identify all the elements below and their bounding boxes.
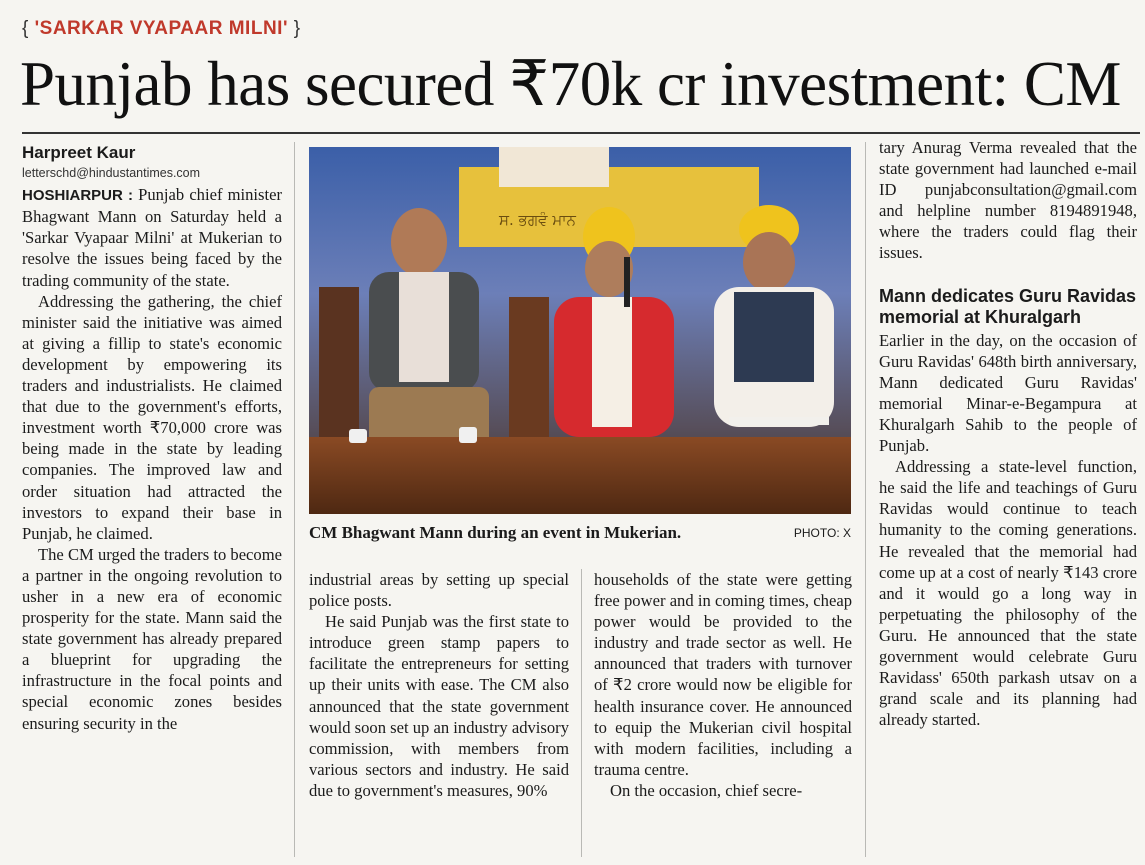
paragraph: He said Punjab was the first state to introduce green stamp papers to facilitate the entrepreneurs for setting up their units with ease. The CM also announced that the state government would soon set up an industry advisory commission, with members from various sectors and industry. He said due to government's measures, 90%: [309, 612, 569, 800]
paragraph-text: Punjab chief minister Bhagwant Mann on Saturday held a 'Sarkar Vyapaar Milni' at Mukerian to resolve the issues being faced by the trading community of the state.: [22, 185, 282, 290]
paragraph: households of the state were getting free power and in coming times, cheap power would be provided to the industry and trade sector as well. He announced that traders with turnover of ₹2 crore would now be eligible for health insurance cover. He announced to equip the Mukerian civil hospital with modern facilities, including a trauma centre.: [594, 570, 852, 779]
column-divider: [865, 142, 866, 857]
column-2: [309, 569, 569, 801]
column-1: [22, 142, 282, 734]
paragraph: The CM urged the traders to become a partner in the ongoing revolution to usher in a new era of economic prosperity for the state. Mann said the state government has already prepared a blueprint for upgrading the infrastructure in the focal points and special economic zones besides ensuring security in the: [22, 544, 282, 733]
paragraph: Earlier in the day, on the occasion of Guru Ravidas' 648th birth anniversary, Mann dedicated Guru Ravidas' memorial Minar-e-Begampura at Khuralgarh Sahib to the people of Punjab.: [879, 330, 1137, 456]
headline: Punjab has secured ₹70k cr investment: CM: [20, 49, 1121, 119]
paragraph: Addressing the gathering, the chief minister said the initiative was aimed at giving a fillip to state's economic development by empowering its traders and industrialists. He claimed that due to the government's efforts, investment worth ₹70,000 crore was being made in the state by leading companies. The improved law and order situation had attracted the investors to expand their base in Punjab, he claimed.: [22, 291, 282, 543]
paragraph: [22, 184, 282, 290]
byline-email[interactable]: letterschd@hindustantimes.com: [22, 166, 201, 181]
banner-text: ਸ. ਭਗਵੰ ਮਾਨ: [499, 211, 576, 229]
section-kicker: { 'SARKAR VYAPAAR MILNI' }: [22, 18, 301, 39]
caption-text: CM Bhagwant Mann during an event in Mukerian.: [309, 523, 682, 542]
subheading: Mann dedicates Guru Ravidas memorial at Khuralgarh: [879, 285, 1137, 327]
paragraph: industrial areas by setting up special police posts.: [309, 570, 569, 611]
kicker-text: 'SARKAR VYAPAAR MILNI': [34, 18, 288, 39]
headline-rule: [22, 132, 1140, 134]
photo-caption: [309, 523, 851, 543]
photo-illustration: [309, 147, 851, 514]
paragraph: tary Anurag Verma revealed that the state government had launched e-mail ID punjabconsultation@gmail.com and helpline number 8194891948, where the traders could flag their issues.: [879, 138, 1137, 263]
column-4: [879, 137, 1137, 730]
column-3: [594, 569, 852, 801]
article-photo: [309, 147, 851, 514]
paragraph: Addressing a state-level function, he said the life and teachings of Guru Ravidas would continue to teach humanity to the coming generations. He revealed that the memorial had come up at a cost of nearly ₹143 crore and it would go a long way in perpetuating the philosophy of the Guru. He announced that the state government would celebrate Guru Ravidass' 650th parkash utsav on a grand scale and its planning had already started.: [879, 457, 1137, 730]
column-divider: [294, 142, 295, 857]
paragraph: On the occasion, chief secre-: [610, 780, 803, 800]
dateline: HOSHIARPUR :: [22, 187, 133, 205]
photo-credit: PHOTO: X: [793, 526, 851, 540]
byline-author: Harpreet Kaur: [22, 143, 136, 162]
column-divider: [581, 569, 582, 857]
